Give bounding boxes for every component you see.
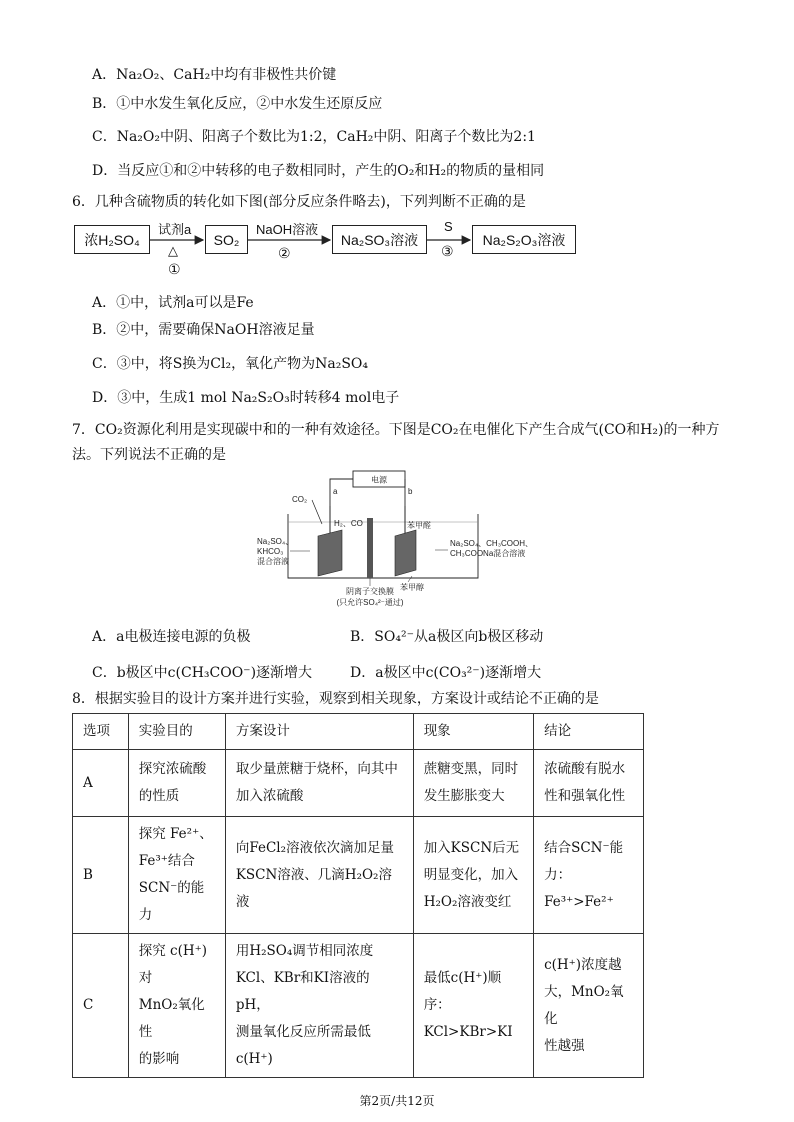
q6-option-d: D．③中，生成1 mol Na₂S₂O₃时转移4 mol电子 <box>92 390 400 406</box>
table-row <box>73 817 644 934</box>
q5-option-b: B．①中水发生氧化反应，②中水发生还原反应 <box>92 96 383 112</box>
anion-exchange-membrane <box>367 518 373 578</box>
left-solution-line1: Na₂SO₄、 <box>257 537 294 546</box>
membrane-label-line1: 阴离子交换膜 <box>346 587 394 596</box>
right-solution-line2: CH₃COONa混合溶液 <box>450 549 526 558</box>
flow-box-na2s2o3: Na₂S₂O₃溶液 <box>472 225 576 254</box>
row-b-phenomenon: 加入KSCN后无 明显变化，加入 H₂O₂溶液变红 <box>413 817 533 934</box>
q7-option-b: B．SO₄²⁻从a极区向b极区移动 <box>350 629 544 645</box>
table-row <box>73 934 644 1078</box>
flow-arrows <box>0 0 794 300</box>
benzyl-alcohol-label: 苯甲醇 <box>400 583 424 592</box>
row-a-option: A <box>73 750 129 817</box>
membrane-label-line2: (只允许SO₄²⁻通过) <box>336 598 404 607</box>
left-solution-line2: KHCO₃ <box>257 547 284 556</box>
q7-option-d: D．a极区中c(CO₃²⁻)逐渐增大 <box>350 665 542 681</box>
right-solution-line1: Na₂SO₄、CH₃COOH、 <box>450 539 533 548</box>
header-design: 方案设计 <box>225 714 413 750</box>
row-b-purpose: 探究 Fe²⁺、 Fe³⁺结合 SCN⁻的能力 <box>128 817 225 934</box>
experiment-table <box>72 713 644 1078</box>
q8-stem: 8．根据实验目的设计方案并进行实验，观察到相关现象，方案设计或结论不正确的是 <box>72 691 599 707</box>
row-c-conclusion: c(H⁺)浓度越 大，MnO₂氧化 性越强 <box>534 934 644 1078</box>
q6-option-c: C．③中，将S换为Cl₂，氧化产物为Na₂SO₄ <box>92 356 368 372</box>
benzaldehyde-label: 苯甲醛 <box>407 521 431 530</box>
arrow2-top-label: NaOH溶液 <box>256 222 319 237</box>
flow-box-na2so3: Na₂SO₃溶液 <box>332 225 427 254</box>
q7-option-a: A．a电极连接电源的负极 <box>92 629 251 645</box>
arrow3-number: ③ <box>441 243 454 259</box>
header-conclusion: 结论 <box>534 714 644 750</box>
co2-label: CO₂ <box>292 495 308 504</box>
row-b-design: 向FeCl₂溶液依次滴加足量 KSCN溶液、几滴H₂O₂溶液 <box>225 817 413 934</box>
arrow2-number: ② <box>278 245 291 261</box>
row-a-conclusion: 浓硫酸有脱水 性和强氧化性 <box>534 750 644 817</box>
electrode-a <box>318 530 342 576</box>
table-row <box>73 750 644 817</box>
header-option: 选项 <box>73 714 129 750</box>
q5-option-a: A．Na₂O₂、CaH₂中均有非极性共价键 <box>92 67 337 83</box>
q7-option-c: C．b极区中c(CH₃COO⁻)逐渐增大 <box>92 665 313 681</box>
row-a-purpose: 探究浓硫酸 的性质 <box>128 750 225 817</box>
arrow3-top-label: S <box>444 219 453 234</box>
h2-co-label: H₂、CO <box>334 519 363 528</box>
page-footer: 第2页/共12页 <box>359 1094 435 1108</box>
left-solution-line3: 混合溶液 <box>257 557 289 566</box>
row-c-phenomenon: 最低c(H⁺)顺 序： KCl>KBr>KI <box>413 934 533 1078</box>
header-phenomenon: 现象 <box>413 714 533 750</box>
electrode-a-label: a <box>333 487 338 496</box>
arrow1-bottom-label: △ <box>168 243 178 258</box>
row-c-purpose: 探究 c(H⁺)对 MnO₂氧化性 的影响 <box>128 934 225 1078</box>
power-label: 电源 <box>371 475 387 485</box>
electrode-b-label: b <box>408 487 413 496</box>
electrode-b <box>395 530 416 576</box>
q6-stem: 6．几种含硫物质的转化如下图(部分反应条件略去)，下列判断不正确的是 <box>72 194 526 210</box>
q6-option-b: B．②中，需要确保NaOH溶液足量 <box>92 322 315 338</box>
header-purpose: 实验目的 <box>128 714 225 750</box>
row-a-phenomenon: 蔗糖变黑，同时 发生膨胀变大 <box>413 750 533 817</box>
arrow1-top-label: 试剂a <box>158 222 192 237</box>
q6-option-a: A．①中，试剂a可以是Fe <box>92 295 254 311</box>
row-a-design: 取少量蔗糖于烧杯，向其中 加入浓硫酸 <box>225 750 413 817</box>
table-header-row <box>73 714 644 750</box>
row-b-option: B <box>73 817 129 934</box>
flow-box-h2so4: 浓H₂SO₄ <box>74 225 150 254</box>
electrolysis-cell-diagram <box>250 466 580 612</box>
row-b-conclusion: 结合SCN⁻能 力：Fe³⁺>Fe²⁺ <box>534 817 644 934</box>
arrow1-number: ① <box>168 261 181 277</box>
flow-box-so2: SO₂ <box>205 225 248 254</box>
q5-option-d: D．当反应①和②中转移的电子数相同时，产生的O₂和H₂的物质的量相同 <box>92 163 545 179</box>
row-c-option: C <box>73 934 129 1078</box>
q7-stem-line1: 7．CO₂资源化利用是实现碳中和的一种有效途径。下图是CO₂在电催化下产生合成气(CO和H₂)的一种方 <box>72 422 720 438</box>
q7-stem-line2: 法。下列说法不正确的是 <box>72 447 226 463</box>
row-c-design: 用H₂SO₄调节相同浓度 KCl、KBr和KI溶液的pH， 测量氧化反应所需最低c(H⁺) <box>225 934 413 1078</box>
q5-option-c: C．Na₂O₂中阴、阳离子个数比为1:2，CaH₂中阴、阳离子个数比为2:1 <box>92 129 536 145</box>
